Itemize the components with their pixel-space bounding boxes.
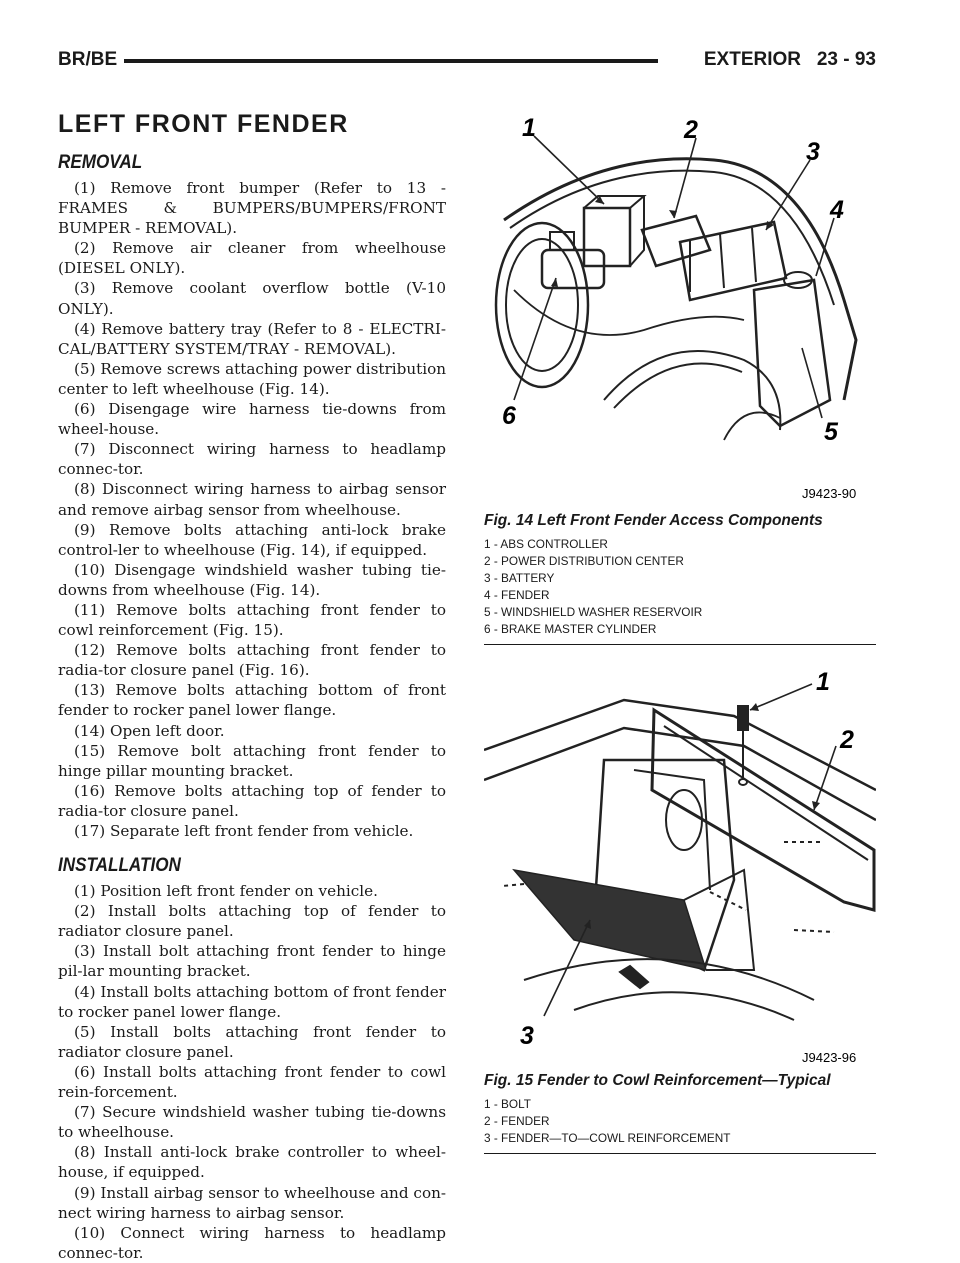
removal-step: (2) Remove air cleaner from wheelhouse (DIESEL ONLY). bbox=[58, 239, 446, 278]
installation-step: (4) Install bolts attaching bottom of front fender to rocker panel lower flange. bbox=[58, 982, 446, 1021]
removal-heading: REMOVAL bbox=[58, 152, 143, 173]
fig15-legend-item: 2 - FENDER bbox=[484, 1114, 550, 1128]
fig14-caption: Fig. 14 Left Front Fender Access Components bbox=[484, 512, 823, 529]
fig15-caption: Fig. 15 Fender to Cowl Reinforcement—Typical bbox=[484, 1072, 831, 1089]
removal-step: (17) Separate left front fender from vehicle. bbox=[74, 822, 414, 840]
fig15-legend bbox=[484, 1096, 876, 1147]
fig14-callout-3: 3 bbox=[806, 138, 820, 166]
removal-step: (13) Remove bolts attaching bottom of front fender to rocker panel lower flange. bbox=[58, 681, 446, 720]
page-number: 23 - 93 bbox=[816, 49, 876, 70]
fig14-code: J9423-90 bbox=[802, 486, 857, 501]
installation-step: (9) Install airbag sensor to wheelhouse and con-nect wiring harness to airbag sensor. bbox=[58, 1183, 446, 1222]
model-code: BR/BE bbox=[58, 49, 118, 70]
fig15-illustration bbox=[484, 670, 876, 1070]
installation-step: (3) Install bolt attaching front fender to hinge pil-lar mounting bracket. bbox=[58, 942, 446, 981]
fig14-callout-2: 2 bbox=[684, 116, 698, 144]
fig14-callout-4: 4 bbox=[830, 196, 844, 224]
fig14-rule bbox=[484, 644, 876, 645]
removal-step: (8) Disconnect wiring harness to airbag sensor and remove airbag sensor from wheelhouse. bbox=[58, 480, 446, 519]
fig15-callout-1: 1 bbox=[816, 670, 830, 696]
removal-steps bbox=[58, 178, 446, 841]
fig14-legend bbox=[484, 536, 876, 638]
removal-step: (12) Remove bolts attaching front fender to radia-tor closure panel (Fig. 16). bbox=[58, 641, 446, 680]
fig15-callout-3: 3 bbox=[520, 1022, 534, 1050]
removal-step: (6) Disengage wire harness tie-downs from wheel-house. bbox=[58, 400, 446, 439]
removal-step: (4) Remove battery tray (Refer to 8 - ELECTRI-CAL/BATTERY SYSTEM/TRAY - REMOVAL). bbox=[58, 319, 446, 358]
removal-step: (1) Remove front bumper (Refer to 13 - FRAMES & BUMPERS/BUMPERS/FRONT BUMPER - REMOVAL). bbox=[58, 179, 446, 238]
text-column bbox=[58, 108, 446, 1263]
fig14-legend-item: 2 - POWER DISTRIBUTION CENTER bbox=[484, 554, 684, 568]
installation-step: (2) Install bolts attaching top of fender to radiator closure panel. bbox=[58, 902, 446, 941]
section-name: EXTERIOR bbox=[703, 49, 801, 70]
fig15-rule bbox=[484, 1153, 876, 1154]
fig14-legend-item: 3 - BATTERY bbox=[484, 571, 555, 585]
removal-step: (10) Disengage windshield washer tubing tie-downs from wheelhouse (Fig. 14). bbox=[58, 560, 446, 599]
section-page bbox=[704, 44, 876, 76]
fig15-callout-2: 2 bbox=[840, 726, 854, 754]
removal-step: (16) Remove bolts attaching top of fender to radia-tor closure panel. bbox=[58, 781, 446, 820]
fig14-legend-item: 5 - WINDSHIELD WASHER RESERVOIR bbox=[484, 605, 703, 619]
header-rule bbox=[124, 59, 658, 63]
installation-step: (1) Position left front fender on vehicle. bbox=[74, 882, 378, 901]
fig14-illustration bbox=[484, 100, 876, 510]
removal-step: (14) Open left door. bbox=[74, 721, 225, 740]
figure-14 bbox=[484, 100, 876, 645]
figure-15 bbox=[484, 670, 876, 1154]
removal-step: (7) Disconnect wiring harness to headlamp connec-tor. bbox=[58, 440, 446, 479]
installation-step: (10) Connect wiring harness to headlamp connec-tor. bbox=[58, 1223, 446, 1262]
installation-heading: INSTALLATION bbox=[58, 855, 181, 877]
installation-step: (8) Install anti-lock brake controller to wheel-house, if equipped. bbox=[58, 1143, 446, 1182]
installation-step: (5) Install bolts attaching front fender to radiator closure panel. bbox=[58, 1022, 446, 1061]
fig15-legend-item: 1 - BOLT bbox=[484, 1097, 531, 1111]
removal-step: (3) Remove coolant overflow bottle (V-10 ONLY). bbox=[58, 279, 446, 318]
fig14-callout-6: 6 bbox=[502, 402, 516, 430]
fig15-code: J9423-96 bbox=[802, 1050, 857, 1065]
removal-step: (11) Remove bolts attaching front fender to cowl reinforcement (Fig. 15). bbox=[58, 600, 446, 640]
fig14-legend-item: 1 - ABS CONTROLLER bbox=[484, 537, 608, 551]
installation-step: (7) Secure windshield washer tubing tie-downs to wheelhouse. bbox=[58, 1103, 446, 1142]
installation-steps bbox=[58, 881, 446, 1263]
fig14-callout-5: 5 bbox=[824, 418, 838, 446]
removal-step: (15) Remove bolt attaching front fender to hinge pillar mounting bracket. bbox=[58, 741, 446, 780]
fig15-legend-item: 3 - FENDER—TO—COWL REINFORCEMENT bbox=[484, 1131, 731, 1145]
removal-step: (5) Remove screws attaching power distribution center to left wheelhouse (Fig. 14). bbox=[58, 359, 446, 398]
removal-step: (9) Remove bolts attaching anti-lock brake control-ler to wheelhouse (Fig. 14), if equipped. bbox=[58, 520, 446, 559]
fig14-callout-1: 1 bbox=[522, 114, 536, 142]
installation-step: (6) Install bolts attaching front fender to cowl rein-forcement. bbox=[58, 1062, 446, 1102]
page-header bbox=[58, 44, 876, 76]
article-title: LEFT FRONT FENDER bbox=[58, 110, 349, 138]
fig14-legend-item: 6 - BRAKE MASTER CYLINDER bbox=[484, 622, 657, 636]
fig14-legend-item: 4 - FENDER bbox=[484, 588, 550, 602]
